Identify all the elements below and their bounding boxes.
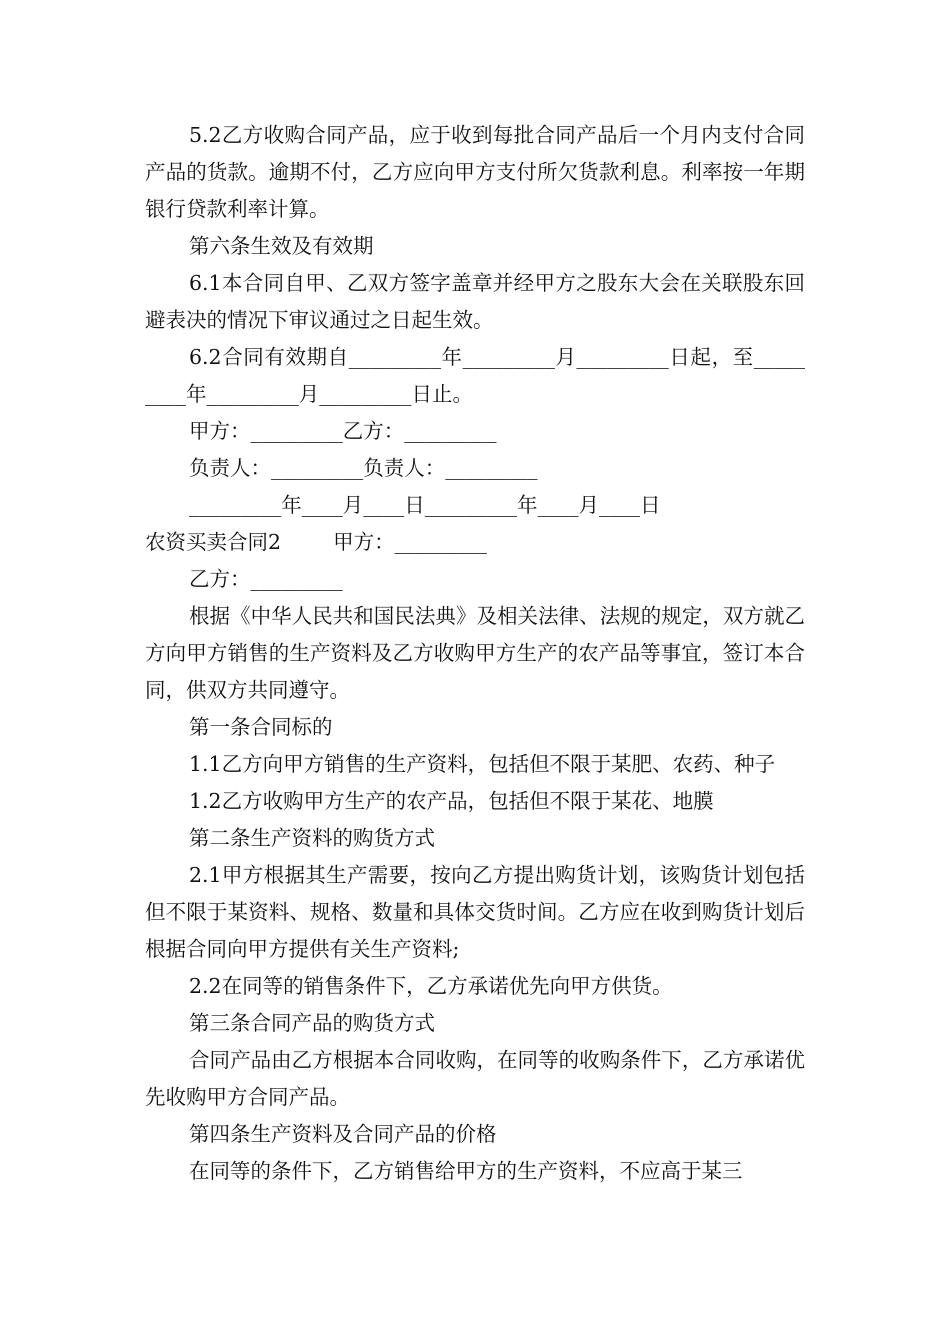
paragraph: 2.1甲方根据其生产需要，按向乙方提出购货计划，该购货计划包括但不限于某资料、规格、数量和具体交货时间。乙方应在收到购货计划后根据合同向甲方提供有关生产资料;: [145, 863, 805, 961]
paragraph: 1.1乙方向甲方销售的生产资料，包括但不限于某肥、农药、种子: [189, 752, 776, 776]
section-heading: 第三条合同产品的购货方式: [189, 1011, 435, 1035]
contract-title-line: 农资买卖合同2 甲方：_________: [145, 530, 487, 554]
signature-line: 乙方：_________: [189, 567, 343, 591]
paragraph: 合同产品由乙方根据本合同收购，在同等的收购条件下，乙方承诺优先收购甲方合同产品。: [145, 1048, 805, 1109]
paragraph: 2.2在同等的销售条件下，乙方承诺优先向甲方供货。: [189, 974, 673, 998]
section-heading: 第四条生产资料及合同产品的价格: [189, 1122, 497, 1146]
section-heading: 第六条生效及有效期: [189, 234, 374, 258]
paragraph: 6.2合同有效期自_________年_________月_________日起，至_________年_________月_________日止。: [145, 345, 805, 406]
signature-line: 负责人：_________负责人：_________: [189, 456, 538, 480]
paragraph: 在同等的条件下，乙方销售给甲方的生产资料，不应高于某三: [189, 1159, 743, 1183]
section-heading: 第二条生产资料的购货方式: [189, 826, 435, 850]
document-body: [145, 117, 805, 1190]
section-heading: 第一条合同标的: [189, 715, 333, 739]
date-line: _________年____月____日_________年____月____日: [189, 493, 661, 517]
signature-line: 甲方：_________乙方：_________: [189, 419, 497, 443]
paragraph: 1.2乙方收购甲方生产的农产品，包括但不限于某花、地膜: [189, 789, 714, 813]
paragraph: 5.2乙方收购合同产品，应于收到每批合同产品后一个月内支付合同产品的货款。逾期不付，乙方应向甲方支付所欠货款利息。利率按一年期银行贷款利率计算。: [145, 123, 805, 221]
paragraph: 6.1本合同自甲、乙双方签字盖章并经甲方之股东大会在关联股东回避表决的情况下审议通过之日起生效。: [145, 271, 805, 332]
paragraph: 根据《中华人民共和国民法典》及相关法律、法规的规定，双方就乙方向甲方销售的生产资料及乙方收购甲方生产的农产品等事宜，签订本合同，供双方共同遵守。: [145, 604, 805, 702]
